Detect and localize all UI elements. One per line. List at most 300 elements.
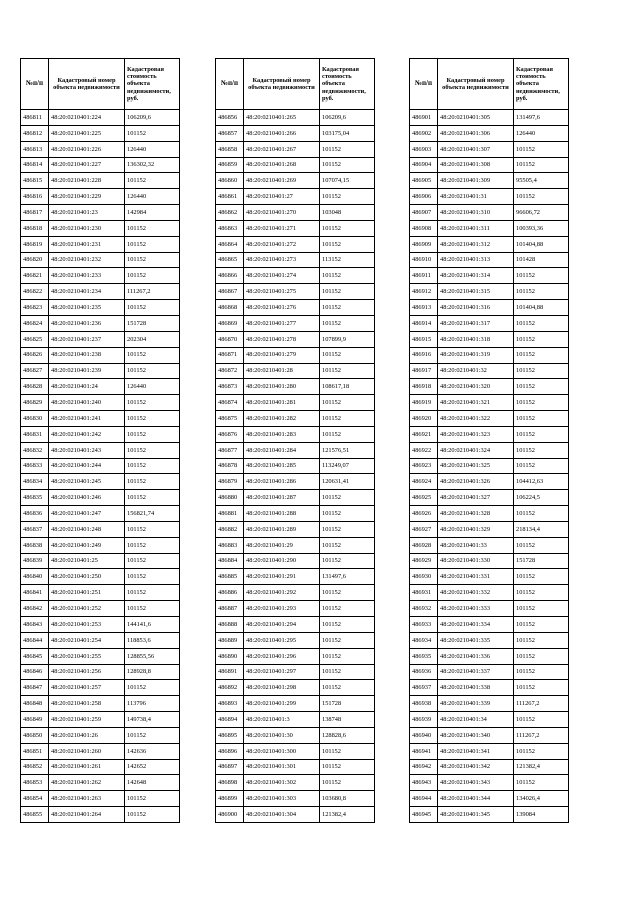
cadastral-value-cell: 138748: [320, 712, 375, 728]
table-row: [21, 189, 180, 205]
table-row: [216, 189, 375, 205]
cadastral-value-cell: 128855,56: [125, 648, 180, 664]
cadastral-value-cell: 101152: [125, 125, 180, 141]
row-number-cell: 486902: [410, 125, 438, 141]
cadastral-value-cell: 218134,4: [514, 521, 569, 537]
table-row: [216, 284, 375, 300]
row-number-cell: 486856: [216, 110, 244, 126]
table-row: [410, 141, 569, 157]
row-number-cell: 486833: [21, 458, 49, 474]
cadastral-value-cell: 131497,6: [320, 569, 375, 585]
cadastral-value-cell: 149738,4: [125, 712, 180, 728]
table-row: [216, 680, 375, 696]
row-number-cell: 486918: [410, 379, 438, 395]
cadastral-number-cell: 48:20:0210401:279: [244, 347, 320, 363]
cadastral-number-cell: 48:20:0210401:33: [438, 537, 514, 553]
cadastral-number-cell: 48:20:0210401:343: [438, 775, 514, 791]
table-row: [21, 664, 180, 680]
cadastral-number-cell: 48:20:0210401:244: [49, 458, 125, 474]
cadastral-number-cell: 48:20:0210401:280: [244, 379, 320, 395]
row-number-cell: 486839: [21, 553, 49, 569]
header-cadastral-number: Кадастровый номер объекта недвижимости: [438, 59, 514, 110]
cadastral-value-cell: 101152: [125, 537, 180, 553]
cadastral-value-cell: 101428: [514, 252, 569, 268]
table-row: [21, 284, 180, 300]
row-number-cell: 486850: [21, 727, 49, 743]
cadastral-number-cell: 48:20:0210401:24: [49, 379, 125, 395]
cadastral-number-cell: 48:20:0210401:301: [244, 759, 320, 775]
cadastral-value-cell: 101152: [125, 490, 180, 506]
row-number-cell: 486812: [21, 125, 49, 141]
table-row: [216, 727, 375, 743]
cadastral-number-cell: 48:20:0210401:258: [49, 696, 125, 712]
cadastral-number-cell: 48:20:0210401:338: [438, 680, 514, 696]
cadastral-value-cell: 101152: [514, 775, 569, 791]
row-number-cell: 486832: [21, 442, 49, 458]
row-number-cell: 486929: [410, 553, 438, 569]
row-number-cell: 486855: [21, 807, 49, 823]
row-number-cell: 486933: [410, 617, 438, 633]
cadastral-value-cell: 126440: [125, 379, 180, 395]
cadastral-value-cell: 101152: [320, 236, 375, 252]
cadastral-number-cell: 48:20:0210401:307: [438, 141, 514, 157]
cadastral-number-cell: 48:20:0210401:243: [49, 442, 125, 458]
table-row: [21, 236, 180, 252]
table-row: [410, 458, 569, 474]
cadastral-number-cell: 48:20:0210401:287: [244, 490, 320, 506]
cadastral-number-cell: 48:20:0210401:309: [438, 173, 514, 189]
cadastral-value-cell: 101152: [125, 727, 180, 743]
table-row: [216, 395, 375, 411]
table-row: [216, 442, 375, 458]
cadastral-number-cell: 48:20:0210401:340: [438, 727, 514, 743]
row-number-cell: 486900: [216, 807, 244, 823]
row-number-cell: 486923: [410, 458, 438, 474]
cadastral-value-cell: 101152: [320, 632, 375, 648]
cadastral-number-cell: 48:20:0210401:229: [49, 189, 125, 205]
cadastral-number-cell: 48:20:0210401:317: [438, 315, 514, 331]
table-row: [21, 807, 180, 823]
cadastral-number-cell: 48:20:0210401:318: [438, 331, 514, 347]
cadastral-number-cell: 48:20:0210401:306: [438, 125, 514, 141]
cadastral-number-cell: 48:20:0210401:293: [244, 601, 320, 617]
row-number-cell: 486937: [410, 680, 438, 696]
table-row: [21, 141, 180, 157]
cadastral-value-cell: 128828,6: [320, 727, 375, 743]
cadastral-value-cell: 121382,4: [514, 759, 569, 775]
table-row: [216, 601, 375, 617]
cadastral-number-cell: 48:20:0210401:30: [244, 727, 320, 743]
row-number-cell: 486821: [21, 268, 49, 284]
table-row: [21, 648, 180, 664]
cadastral-value-cell: 111267,2: [514, 727, 569, 743]
cadastral-number-cell: 48:20:0210401:284: [244, 442, 320, 458]
row-number-cell: 486913: [410, 300, 438, 316]
row-number-cell: 486820: [21, 252, 49, 268]
table-row: [216, 807, 375, 823]
cadastral-value-cell: 101152: [514, 379, 569, 395]
cadastral-number-cell: 48:20:0210401:254: [49, 632, 125, 648]
cadastral-number-cell: 48:20:0210401:23: [49, 205, 125, 221]
cadastral-number-cell: 48:20:0210401:237: [49, 331, 125, 347]
cadastral-value-cell: 101152: [514, 601, 569, 617]
row-number-cell: 486817: [21, 205, 49, 221]
cadastral-number-cell: 48:20:0210401:263: [49, 791, 125, 807]
cadastral-value-cell: 95505,4: [514, 173, 569, 189]
cadastral-value-cell: 101152: [320, 617, 375, 633]
cadastral-number-cell: 48:20:0210401:265: [244, 110, 320, 126]
cadastral-number-cell: 48:20:0210401:315: [438, 284, 514, 300]
cadastral-value-cell: 101152: [514, 347, 569, 363]
row-number-cell: 486907: [410, 205, 438, 221]
cadastral-value-cell: 101152: [320, 680, 375, 696]
table-row: [21, 759, 180, 775]
table-row: [216, 712, 375, 728]
table-row: [216, 426, 375, 442]
table-row: [21, 173, 180, 189]
cadastral-number-cell: 48:20:0210401:320: [438, 379, 514, 395]
table-row: [410, 442, 569, 458]
cadastral-number-cell: 48:20:0210401:335: [438, 632, 514, 648]
cadastral-number-cell: 48:20:0210401:311: [438, 220, 514, 236]
cadastral-value-cell: 113249,07: [320, 458, 375, 474]
row-number-cell: 486920: [410, 411, 438, 427]
cadastral-value-cell: 101152: [320, 490, 375, 506]
table-row: [21, 315, 180, 331]
cadastral-number-cell: 48:20:0210401:281: [244, 395, 320, 411]
row-number-cell: 486835: [21, 490, 49, 506]
row-number-cell: 486823: [21, 300, 49, 316]
cadastral-number-cell: 48:20:0210401:344: [438, 791, 514, 807]
cadastral-number-cell: 48:20:0210401:273: [244, 252, 320, 268]
cadastral-number-cell: 48:20:0210401:303: [244, 791, 320, 807]
row-number-cell: 486906: [410, 189, 438, 205]
table-body: [21, 110, 180, 823]
table-row: [216, 125, 375, 141]
cadastral-number-cell: 48:20:0210401:240: [49, 395, 125, 411]
cadastral-value-cell: 101152: [320, 775, 375, 791]
table-row: [410, 315, 569, 331]
table-row: [21, 458, 180, 474]
row-number-cell: 486818: [21, 220, 49, 236]
cadastral-number-cell: 48:20:0210401:278: [244, 331, 320, 347]
table-header-row: [21, 59, 180, 110]
table-row: [21, 268, 180, 284]
table-row: [216, 110, 375, 126]
cadastral-value-cell: 142636: [125, 743, 180, 759]
table-row: [21, 521, 180, 537]
cadastral-number-cell: 48:20:0210401:316: [438, 300, 514, 316]
row-number-cell: 486826: [21, 347, 49, 363]
cadastral-value-cell: 101404,88: [514, 236, 569, 252]
row-number-cell: 486814: [21, 157, 49, 173]
cadastral-value-cell: 101152: [514, 537, 569, 553]
cadastral-value-cell: 101152: [125, 569, 180, 585]
table-row: [216, 775, 375, 791]
row-number-cell: 486830: [21, 411, 49, 427]
cadastral-number-cell: 48:20:0210401:228: [49, 173, 125, 189]
cadastral-number-cell: 48:20:0210401:253: [49, 617, 125, 633]
row-number-cell: 486867: [216, 284, 244, 300]
table-row: [21, 300, 180, 316]
table-row: [216, 743, 375, 759]
cadastral-number-cell: 48:20:0210401:262: [49, 775, 125, 791]
cadastral-value-cell: 101152: [514, 680, 569, 696]
row-number-cell: 486858: [216, 141, 244, 157]
cadastral-value-cell: 101152: [514, 284, 569, 300]
row-number-cell: 486931: [410, 585, 438, 601]
row-number-cell: 486886: [216, 585, 244, 601]
row-number-cell: 486847: [21, 680, 49, 696]
table-row: [21, 125, 180, 141]
table-row: [216, 331, 375, 347]
cadastral-value-cell: 101152: [320, 189, 375, 205]
row-number-cell: 486889: [216, 632, 244, 648]
row-number-cell: 486874: [216, 395, 244, 411]
cadastral-number-cell: 48:20:0210401:305: [438, 110, 514, 126]
table-row: [216, 363, 375, 379]
cadastral-value-cell: 101152: [320, 395, 375, 411]
row-number-cell: 486936: [410, 664, 438, 680]
table-row: [21, 205, 180, 221]
row-number-cell: 486868: [216, 300, 244, 316]
row-number-cell: 486940: [410, 727, 438, 743]
cadastral-value-cell: 151728: [514, 553, 569, 569]
table-row: [21, 363, 180, 379]
cadastral-number-cell: 48:20:0210401:26: [49, 727, 125, 743]
cadastral-number-cell: 48:20:0210401:296: [244, 648, 320, 664]
table-row: [410, 426, 569, 442]
row-number-cell: 486813: [21, 141, 49, 157]
row-number-cell: 486815: [21, 173, 49, 189]
table-row: [21, 569, 180, 585]
cadastral-number-cell: 48:20:0210401:270: [244, 205, 320, 221]
cadastral-value-cell: 101152: [320, 426, 375, 442]
cadastral-number-cell: 48:20:0210401:297: [244, 664, 320, 680]
cadastral-number-cell: 48:20:0210401:232: [49, 252, 125, 268]
table-row: [21, 696, 180, 712]
row-number-cell: 486848: [21, 696, 49, 712]
cadastral-value-cell: 101152: [514, 585, 569, 601]
table-row: [410, 125, 569, 141]
cadastral-number-cell: 48:20:0210401:291: [244, 569, 320, 585]
cadastral-value-cell: 101152: [125, 347, 180, 363]
row-number-cell: 486910: [410, 252, 438, 268]
table-row: [410, 632, 569, 648]
cadastral-number-cell: 48:20:0210401:327: [438, 490, 514, 506]
cadastral-number-cell: 48:20:0210401:246: [49, 490, 125, 506]
cadastral-value-cell: 144141,6: [125, 617, 180, 633]
row-number-cell: 486919: [410, 395, 438, 411]
cadastral-value-cell: 101152: [320, 601, 375, 617]
cadastral-value-cell: 104412,63: [514, 474, 569, 490]
row-number-cell: 486916: [410, 347, 438, 363]
table-row: [216, 252, 375, 268]
row-number-cell: 486851: [21, 743, 49, 759]
table-row: [21, 632, 180, 648]
cadastral-value-cell: 101152: [320, 759, 375, 775]
cadastral-number-cell: 48:20:0210401:294: [244, 617, 320, 633]
table-row: [21, 347, 180, 363]
row-number-cell: 486943: [410, 775, 438, 791]
row-number-cell: 486926: [410, 506, 438, 522]
cadastral-number-cell: 48:20:0210401:339: [438, 696, 514, 712]
cadastral-value-cell: 101152: [514, 363, 569, 379]
cadastral-value-cell: 101152: [320, 553, 375, 569]
cadastral-value-cell: 101152: [514, 617, 569, 633]
cadastral-value-cell: 134026,4: [514, 791, 569, 807]
row-number-cell: 486888: [216, 617, 244, 633]
cadastral-value-cell: 106209,6: [320, 110, 375, 126]
row-number-cell: 486892: [216, 680, 244, 696]
row-number-cell: 486862: [216, 205, 244, 221]
cadastral-number-cell: 48:20:0210401:247: [49, 506, 125, 522]
table-row: [21, 442, 180, 458]
row-number-cell: 486917: [410, 363, 438, 379]
table-row: [410, 569, 569, 585]
row-number-cell: 486838: [21, 537, 49, 553]
row-number-cell: 486939: [410, 712, 438, 728]
cadastral-number-cell: 48:20:0210401:332: [438, 585, 514, 601]
row-number-cell: 486860: [216, 173, 244, 189]
table-row: [216, 157, 375, 173]
cadastral-value-cell: 101152: [320, 664, 375, 680]
table-row: [21, 601, 180, 617]
cadastral-value-cell: 101152: [514, 141, 569, 157]
cadastral-value-cell: 131497,6: [514, 110, 569, 126]
table-row: [21, 727, 180, 743]
cadastral-value-cell: 101152: [320, 363, 375, 379]
row-number-cell: 486930: [410, 569, 438, 585]
cadastral-number-cell: 48:20:0210401:226: [49, 141, 125, 157]
cadastral-value-cell: 202304: [125, 331, 180, 347]
row-number-cell: 486828: [21, 379, 49, 395]
cadastral-value-cell: 101152: [514, 648, 569, 664]
table-row: [410, 506, 569, 522]
cadastral-number-cell: 48:20:0210401:274: [244, 268, 320, 284]
row-number-cell: 486915: [410, 331, 438, 347]
row-number-cell: 486854: [21, 791, 49, 807]
header-cadastral-number: Кадастровый номер объекта недвижимости: [244, 59, 320, 110]
cadastral-number-cell: 48:20:0210401:242: [49, 426, 125, 442]
row-number-cell: 486942: [410, 759, 438, 775]
cadastral-value-cell: 103048: [320, 205, 375, 221]
header-number: №п/п: [21, 59, 49, 110]
cadastral-number-cell: 48:20:0210401:257: [49, 680, 125, 696]
cadastral-value-cell: 101152: [125, 807, 180, 823]
row-number-cell: 486938: [410, 696, 438, 712]
cadastral-number-cell: 48:20:0210401:29: [244, 537, 320, 553]
table-row: [410, 110, 569, 126]
table-row: [410, 347, 569, 363]
cadastral-value-cell: 156821,74: [125, 506, 180, 522]
cadastral-number-cell: 48:20:0210401:314: [438, 268, 514, 284]
cadastral-number-cell: 48:20:0210401:298: [244, 680, 320, 696]
row-number-cell: 486881: [216, 506, 244, 522]
cadastral-value-cell: 103680,8: [320, 791, 375, 807]
row-number-cell: 486864: [216, 236, 244, 252]
row-number-cell: 486934: [410, 632, 438, 648]
row-number-cell: 486845: [21, 648, 49, 664]
cadastral-number-cell: 48:20:0210401:255: [49, 648, 125, 664]
cadastral-value-cell: 101152: [125, 411, 180, 427]
table-row: [410, 157, 569, 173]
cadastral-number-cell: 48:20:0210401:235: [49, 300, 125, 316]
row-number-cell: 486909: [410, 236, 438, 252]
table-row: [410, 395, 569, 411]
table-row: [410, 236, 569, 252]
table-row: [216, 173, 375, 189]
table-row: [410, 664, 569, 680]
table-row: [216, 506, 375, 522]
cadastral-value-cell: 126440: [125, 189, 180, 205]
cadastral-value-cell: 101152: [320, 743, 375, 759]
cadastral-number-cell: 48:20:0210401:299: [244, 696, 320, 712]
row-number-cell: 486941: [410, 743, 438, 759]
cadastral-number-cell: 48:20:0210401:312: [438, 236, 514, 252]
row-number-cell: 486852: [21, 759, 49, 775]
table-row: [410, 220, 569, 236]
row-number-cell: 486945: [410, 807, 438, 823]
row-number-cell: 486834: [21, 474, 49, 490]
row-number-cell: 486891: [216, 664, 244, 680]
table-header-row: [410, 59, 569, 110]
cadastral-number-cell: 48:20:0210401:277: [244, 315, 320, 331]
cadastral-number-cell: 48:20:0210401:292: [244, 585, 320, 601]
cadastral-value-cell: 101152: [125, 268, 180, 284]
cadastral-number-cell: 48:20:0210401:321: [438, 395, 514, 411]
cadastral-number-cell: 48:20:0210401:337: [438, 664, 514, 680]
table-row: [21, 743, 180, 759]
cadastral-number-cell: 48:20:0210401:250: [49, 569, 125, 585]
cadastral-value-cell: 101152: [125, 442, 180, 458]
cadastral-number-cell: 48:20:0210401:275: [244, 284, 320, 300]
cadastral-number-cell: 48:20:0210401:225: [49, 125, 125, 141]
cadastral-number-cell: 48:20:0210401:251: [49, 585, 125, 601]
cadastral-number-cell: 48:20:0210401:238: [49, 347, 125, 363]
table-row: [216, 553, 375, 569]
cadastral-table-2: [215, 58, 375, 823]
cadastral-number-cell: 48:20:0210401:308: [438, 157, 514, 173]
cadastral-number-cell: 48:20:0210401:230: [49, 220, 125, 236]
cadastral-value-cell: 101152: [125, 585, 180, 601]
row-number-cell: 486843: [21, 617, 49, 633]
row-number-cell: 486884: [216, 553, 244, 569]
cadastral-number-cell: 48:20:0210401:341: [438, 743, 514, 759]
cadastral-value-cell: 101152: [320, 521, 375, 537]
row-number-cell: 486871: [216, 347, 244, 363]
table-row: [216, 205, 375, 221]
cadastral-number-cell: 48:20:0210401:245: [49, 474, 125, 490]
cadastral-value-cell: 107899,9: [320, 331, 375, 347]
header-cadastral-value: Кадастровая стоимость объекта недвижимости, руб.: [320, 59, 375, 110]
table-row: [216, 664, 375, 680]
table-row: [216, 474, 375, 490]
table-row: [410, 173, 569, 189]
table-row: [21, 110, 180, 126]
table-row: [410, 379, 569, 395]
cadastral-value-cell: 101152: [320, 220, 375, 236]
cadastral-number-cell: 48:20:0210401:227: [49, 157, 125, 173]
cadastral-number-cell: 48:20:0210401:322: [438, 411, 514, 427]
table-row: [216, 458, 375, 474]
table-row: [410, 648, 569, 664]
cadastral-number-cell: 48:20:0210401:342: [438, 759, 514, 775]
header-cadastral-value: Кадастровая стоимость объекта недвижимости, руб.: [125, 59, 180, 110]
table-row: [410, 474, 569, 490]
cadastral-value-cell: 101152: [514, 506, 569, 522]
cadastral-number-cell: 48:20:0210401:334: [438, 617, 514, 633]
